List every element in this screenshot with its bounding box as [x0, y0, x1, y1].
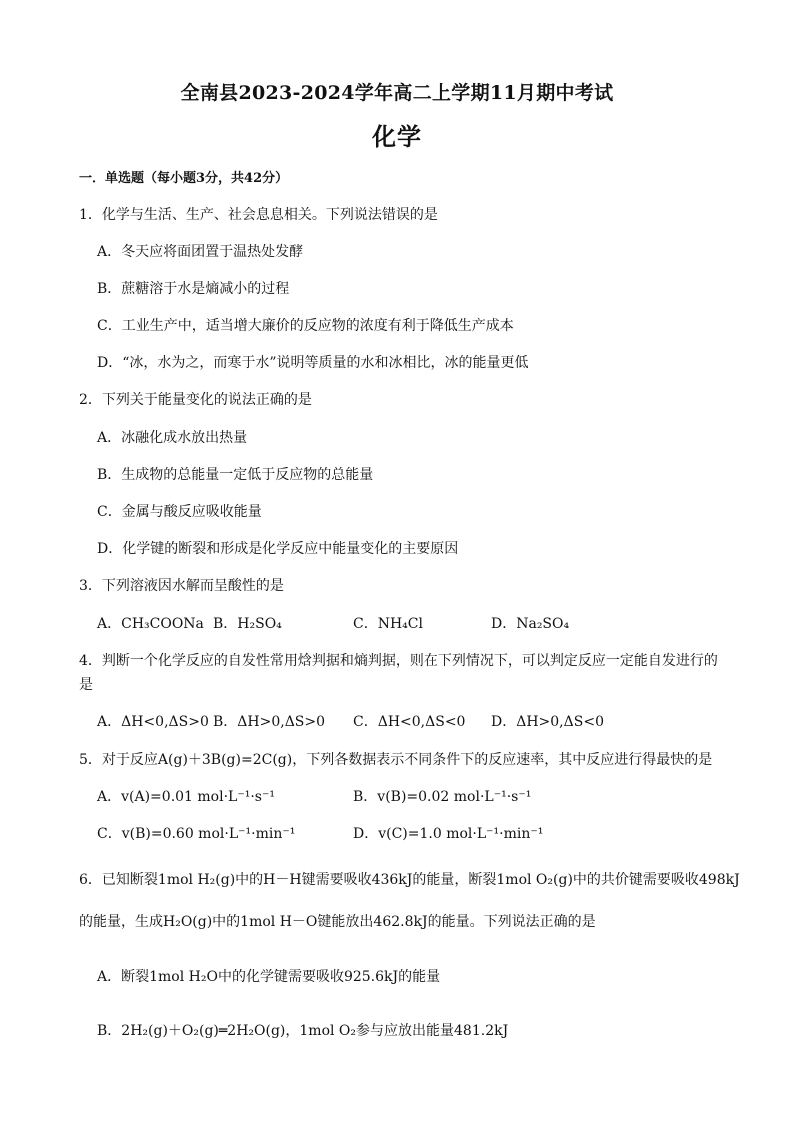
- question-3-stem: 3．下列溶液因水解而呈酸性的是: [79, 578, 284, 594]
- exam-title: 全南县2023-2024学年高二上学期11月期中考试: [180, 82, 614, 104]
- question-5-stem: 5．对于反应A(g)＋3B(g)=2C(g)，下列各数据表示不同条件下的反应速率，其中反应进行得最快的是: [79, 752, 713, 768]
- question-5-option-c: C．v(B)=0.60 mol·L⁻¹·min⁻¹: [97, 826, 296, 842]
- question-4-option-b: B．ΔH>0,ΔS>0: [213, 714, 326, 730]
- question-2-option-d: D．化学键的断裂和形成是化学反应中能量变化的主要原因: [97, 541, 459, 557]
- question-6-stem-line-2: 的能量，生成H₂O(g)中的1mol H－O键能放出462.8kJ的能量。下列说法正确的是: [79, 914, 596, 930]
- question-3-option-c: C．NH₄Cl: [353, 616, 423, 632]
- question-6-stem-line-1: 6．已知断裂1mol H₂(g)中的H－H键需要吸收436kJ的能量，断裂1mol O₂(g)中的共价键需要吸收498kJ: [79, 872, 740, 888]
- question-1-option-d: D．“冰，水为之，而寒于水”说明等质量的水和冰相比，冰的能量更低: [97, 355, 529, 371]
- question-1-option-c: C．工业生产中，适当增大廉价的反应物的浓度有利于降低生产成本: [97, 318, 514, 334]
- question-4-option-c: C．ΔH<0,ΔS<0: [353, 714, 466, 730]
- question-4-stem-line-1: 4．判断一个化学反应的自发性常用焓判据和熵判据，则在下列情况下，可以判定反应一定能自发进行的: [79, 653, 718, 669]
- question-2-stem: 2．下列关于能量变化的说法正确的是: [79, 392, 312, 408]
- question-5-option-d: D．v(C)=1.0 mol·L⁻¹·min⁻¹: [353, 826, 544, 842]
- question-3-option-b: B．H₂SO₄: [213, 616, 282, 632]
- question-1-option-a: A．冬天应将面团置于温热处发酵: [97, 244, 304, 260]
- question-4-stem-line-2: 是: [79, 677, 93, 693]
- subject-title: 化学: [372, 122, 422, 151]
- question-2-option-b: B．生成物的总能量一定低于反应物的总能量: [97, 467, 374, 483]
- question-1-stem: 1．化学与生活、生产、社会息息相关。下列说法错误的是: [79, 207, 438, 223]
- question-5-option-a: A．v(A)=0.01 mol·L⁻¹·s⁻¹: [97, 789, 275, 805]
- section-heading: 一．单选题（每小题3分，共42分）: [79, 171, 289, 186]
- question-3-option-a: A．CH₃COONa: [97, 616, 204, 632]
- question-5-option-b: B．v(B)=0.02 mol·L⁻¹·s⁻¹: [353, 789, 532, 805]
- question-6-option-b: B．2H₂(g)＋O₂(g)═2H₂O(g)，1mol O₂参与应放出能量481.2kJ: [97, 1023, 509, 1039]
- question-3-option-d: D．Na₂SO₄: [491, 616, 570, 632]
- question-4-option-a: A．ΔH<0,ΔS>0: [97, 714, 209, 730]
- question-2-option-c: C．金属与酸反应吸收能量: [97, 504, 262, 520]
- question-1-option-b: B．蔗糖溶于水是熵减小的过程: [97, 281, 290, 297]
- question-6-option-a: A．断裂1mol H₂O中的化学键需要吸收925.6kJ的能量: [97, 969, 441, 985]
- question-2-option-a: A．冰融化成水放出热量: [97, 430, 248, 446]
- question-4-option-d: D．ΔH>0,ΔS<0: [491, 714, 604, 730]
